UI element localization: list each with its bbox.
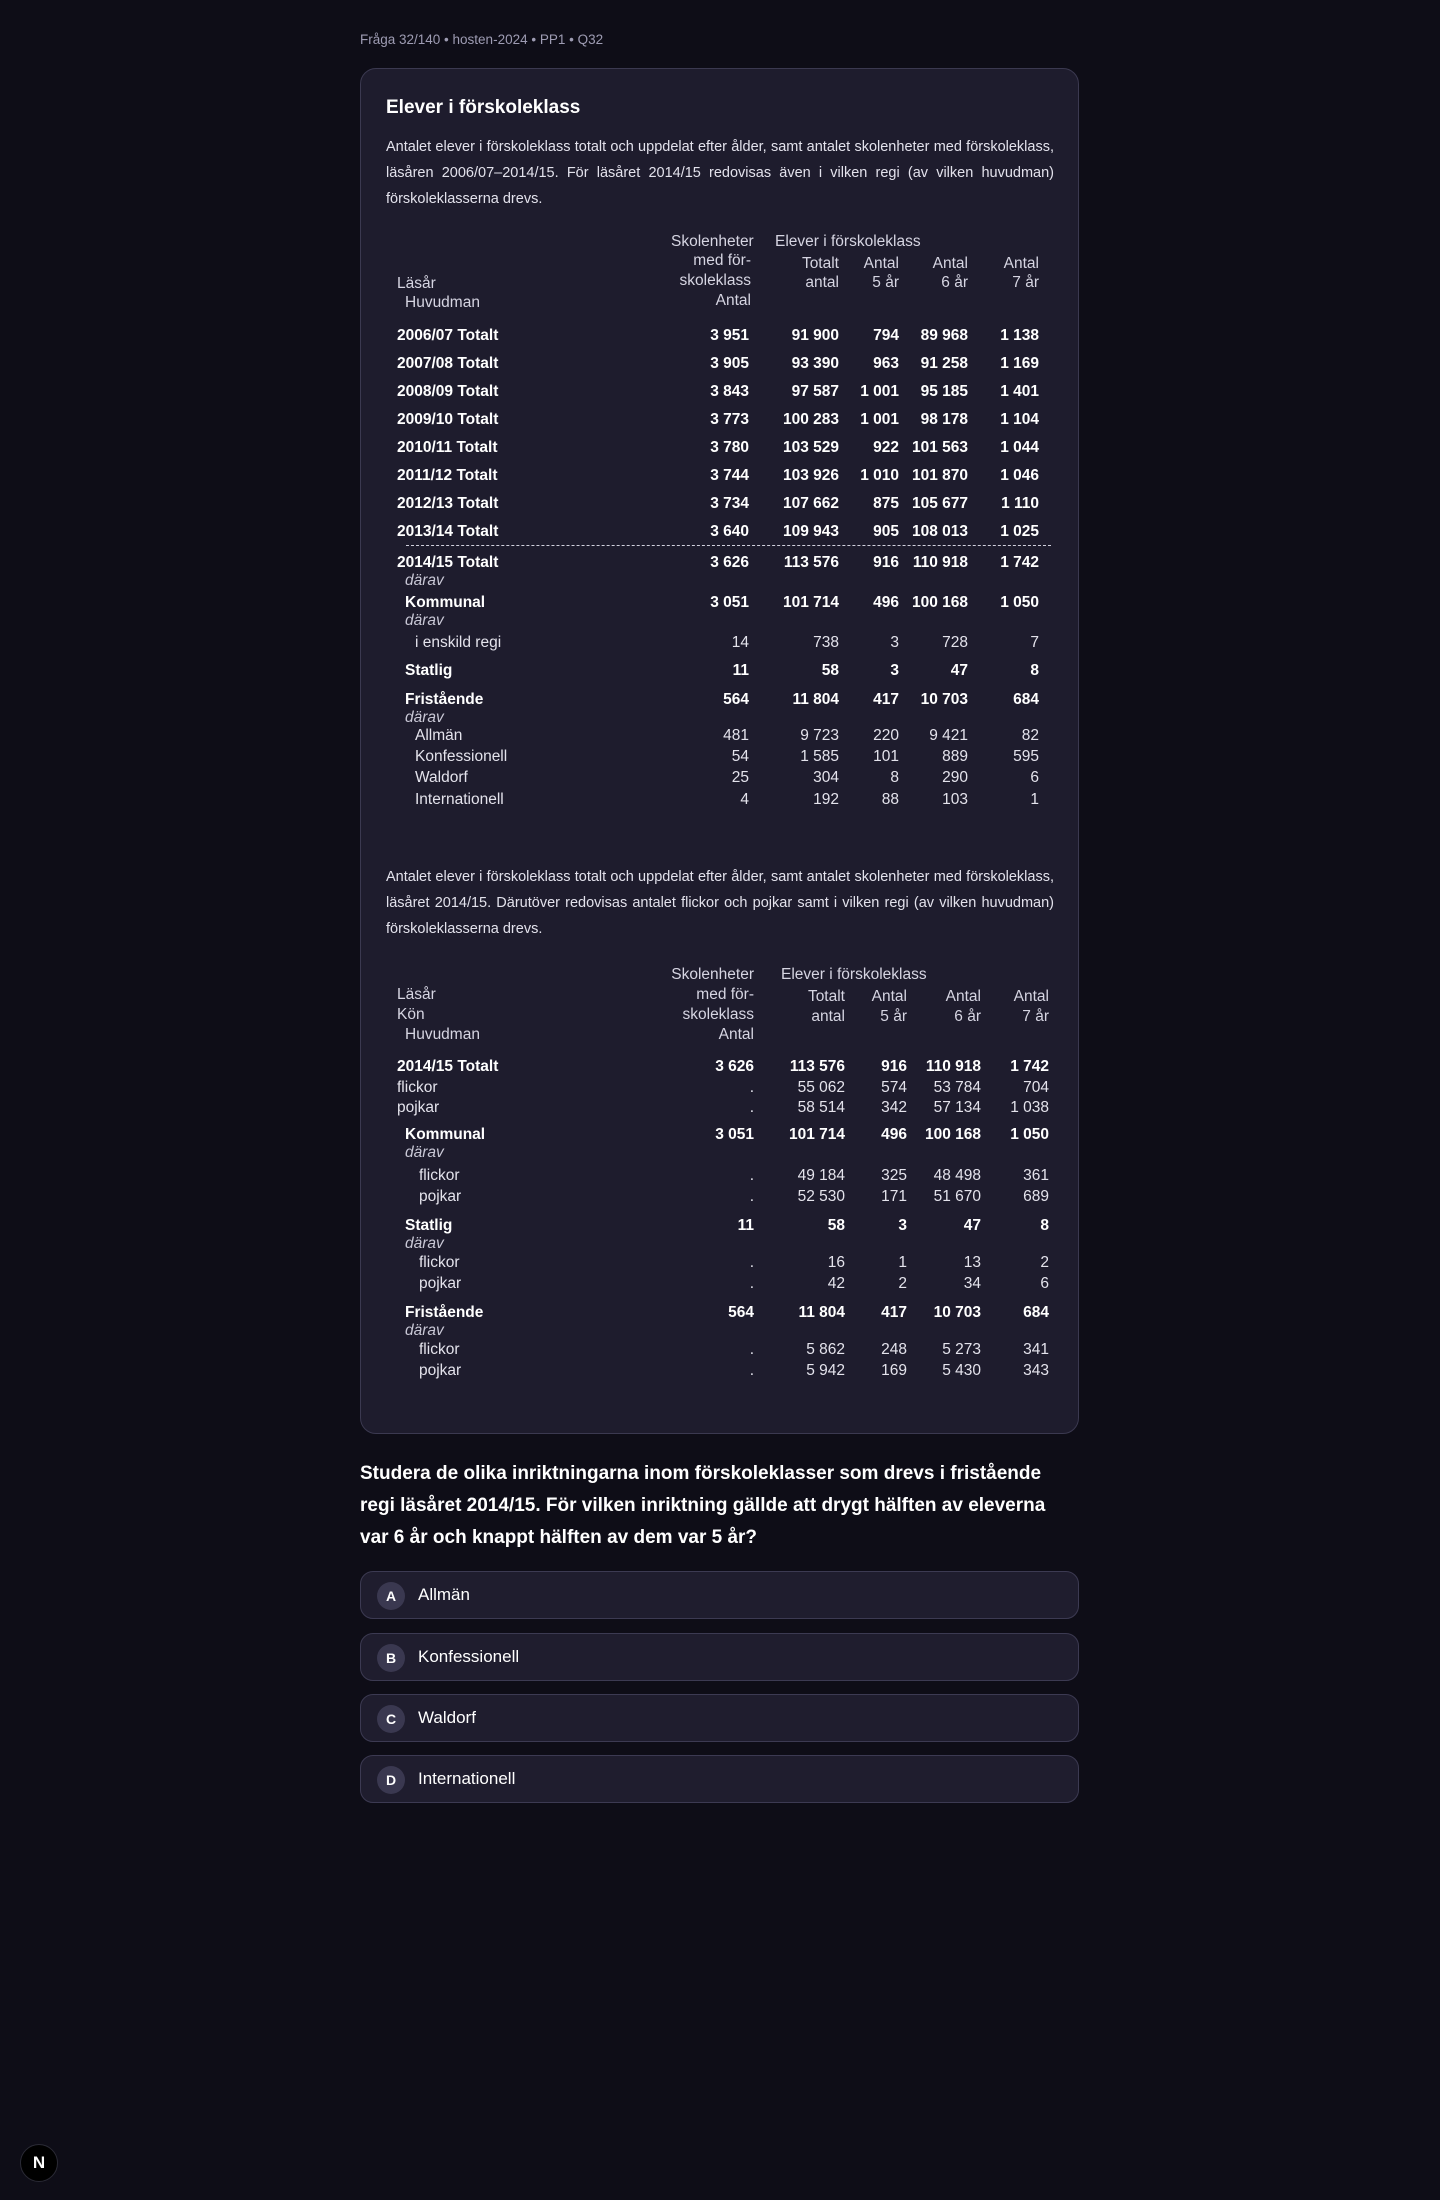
table-cell: 100 168	[924, 1126, 981, 1143]
table-cell: 55 062	[797, 1079, 845, 1096]
table-cell: 290	[942, 769, 968, 786]
row-subheading: därav	[405, 1322, 444, 1339]
table-cell: 3 734	[710, 495, 749, 512]
table-cell: 14	[731, 634, 749, 651]
t2-head-skol3: skoleklass	[682, 1006, 754, 1023]
table-cell: 192	[813, 791, 839, 808]
t1-head-elever: Elever i förskoleklass	[775, 233, 921, 250]
t2-head-a5-1: Antal	[871, 988, 907, 1005]
table-cell: 417	[881, 1304, 907, 1321]
t1-head-huvudman: Huvudman	[405, 294, 480, 311]
table-cell: 689	[1023, 1188, 1049, 1205]
table-cell: 361	[1023, 1167, 1049, 1184]
table2	[361, 69, 1078, 1433]
t2-head-a7-2: 7 år	[1022, 1008, 1049, 1025]
row-subheading: därav	[405, 1144, 444, 1161]
table-cell: 101 714	[782, 594, 839, 611]
table-cell: 9 723	[800, 727, 839, 744]
option-c[interactable]	[360, 1694, 1079, 1742]
table-cell: 3 905	[710, 355, 749, 372]
table-cell: 1 401	[1000, 383, 1039, 400]
table-cell: 103 926	[782, 467, 839, 484]
table-cell: 3	[890, 662, 899, 679]
table-cell: 91 900	[791, 327, 839, 344]
table-cell: .	[749, 1254, 754, 1271]
info-card	[360, 68, 1079, 1434]
table-cell: 481	[723, 727, 749, 744]
option-a[interactable]	[360, 1571, 1079, 1619]
row-subheading: därav	[405, 572, 444, 589]
row-label: Fristående	[405, 1304, 484, 1321]
table-cell: 5 430	[942, 1362, 981, 1379]
t1-head-tot2: antal	[805, 274, 839, 291]
table-cell: 88	[881, 791, 899, 808]
table-cell: 113 576	[783, 554, 839, 571]
t2-head-tot2: antal	[811, 1008, 845, 1025]
table-cell: 304	[813, 769, 839, 786]
row-subheading: därav	[405, 612, 444, 629]
table-cell: 9 421	[929, 727, 968, 744]
table-cell: 3 640	[710, 523, 749, 540]
table-cell: 49 184	[797, 1167, 845, 1184]
table-cell: 3 051	[710, 594, 749, 611]
table-cell: .	[749, 1362, 754, 1379]
row-label: 2008/09 Totalt	[397, 383, 499, 400]
table-cell: 10 703	[920, 691, 968, 708]
option-label: Waldorf	[418, 1708, 476, 1727]
table-cell: 171	[881, 1188, 907, 1205]
table-cell: 2	[898, 1275, 907, 1292]
row-label: i enskild regi	[415, 634, 502, 651]
t1-head-tot1: Totalt	[801, 255, 839, 272]
table-cell: 3	[890, 634, 899, 651]
t2-head-a5-2: 5 år	[880, 1008, 907, 1025]
card-title: Elever i förskoleklass	[386, 97, 581, 118]
breadcrumb: Fråga 32/140 • hosten-2024 • PP1 • Q32	[360, 32, 604, 47]
table-cell: 98 178	[920, 411, 968, 428]
table-cell: 25	[731, 769, 749, 786]
table-cell: 52 530	[797, 1188, 845, 1205]
table-cell: .	[749, 1099, 754, 1116]
table-cell: 97 587	[791, 383, 839, 400]
row-label: pojkar	[397, 1099, 440, 1116]
row-label: Fristående	[405, 691, 484, 708]
option-letter: D	[377, 1766, 405, 1794]
table-cell: 1 104	[1000, 411, 1039, 428]
t2-head-kon: Kön	[397, 1006, 425, 1023]
table-cell: 42	[827, 1275, 845, 1292]
t1-head-skol3: skoleklass	[679, 272, 751, 289]
row-label: pojkar	[419, 1362, 462, 1379]
table-cell: 3 780	[710, 439, 749, 456]
table-cell: .	[749, 1079, 754, 1096]
table-cell: 103 529	[782, 439, 839, 456]
t1-head-skol2: med för-	[693, 252, 751, 269]
table-cell: 417	[873, 691, 899, 708]
table-cell: 101	[873, 748, 899, 765]
table-cell: 6	[1030, 769, 1039, 786]
table-cell: 325	[881, 1167, 907, 1184]
option-label: Internationell	[418, 1769, 516, 1788]
table-cell: .	[749, 1167, 754, 1184]
t2-head-skol1: Skolenheter	[671, 966, 754, 983]
table-cell: 1 046	[1000, 467, 1039, 484]
row-label: Kommunal	[405, 1126, 486, 1143]
table-cell: 3 626	[715, 1058, 754, 1075]
table-cell: 1 025	[1000, 523, 1039, 540]
table-cell: .	[749, 1275, 754, 1292]
table-cell: 1 169	[1000, 355, 1039, 372]
table-cell: 11 804	[798, 1304, 845, 1321]
table-cell: 110 918	[925, 1058, 981, 1075]
table-cell: 3 951	[710, 327, 749, 344]
row-label: Internationell	[415, 791, 504, 808]
row-label: Konfessionell	[415, 748, 508, 765]
table-cell: 343	[1023, 1362, 1049, 1379]
table-cell: 1 138	[1000, 327, 1039, 344]
table-cell: 728	[942, 634, 968, 651]
table-cell: 1 110	[1001, 495, 1039, 512]
table-cell: 1 038	[1010, 1099, 1049, 1116]
table-cell: 57 134	[933, 1099, 981, 1116]
table-cell: 1 050	[1010, 1126, 1049, 1143]
table-cell: 82	[1021, 727, 1039, 744]
table-cell: 11	[732, 662, 749, 679]
t2-head-tot1: Totalt	[807, 988, 845, 1005]
table-cell: 51 670	[933, 1188, 981, 1205]
row-label: 2014/15 Totalt	[397, 1058, 499, 1075]
table-cell: 58	[821, 662, 839, 679]
row-label: Statlig	[405, 662, 453, 679]
table-cell: 1 001	[860, 411, 899, 428]
table-cell: 93 390	[791, 355, 839, 372]
table-cell: 496	[881, 1126, 907, 1143]
row-label: Allmän	[415, 727, 463, 744]
t1-head-a5-1: Antal	[863, 255, 899, 272]
option-d[interactable]	[360, 1755, 1079, 1803]
option-label: Konfessionell	[418, 1647, 520, 1666]
table-cell: 108 013	[911, 523, 968, 540]
table-cell: 48 498	[933, 1167, 981, 1184]
table-cell: 7	[1030, 634, 1039, 651]
table-cell: 8	[1040, 1217, 1049, 1234]
row-label: 2006/07 Totalt	[397, 327, 499, 344]
table-cell: 684	[1013, 691, 1039, 708]
table-cell: 13	[963, 1254, 981, 1271]
table-cell: 963	[873, 355, 899, 372]
table-cell: 922	[873, 439, 899, 456]
t2-head-a6-2: 6 år	[954, 1008, 981, 1025]
table-cell: .	[749, 1341, 754, 1358]
table-cell: 101 714	[788, 1126, 845, 1143]
t2-head-elever: Elever i förskoleklass	[781, 966, 927, 983]
table-cell: 3 773	[710, 411, 749, 428]
table-cell: 89 968	[920, 327, 968, 344]
table-cell: 100 168	[911, 594, 968, 611]
table-cell: 1 010	[860, 467, 899, 484]
table-cell: 95 185	[920, 383, 968, 400]
row-label: 2009/10 Totalt	[397, 411, 499, 428]
table-cell: 109 943	[782, 523, 839, 540]
table-cell: 10 703	[933, 1304, 981, 1321]
table-cell: 11 804	[792, 691, 839, 708]
table-cell: 1 742	[1010, 1058, 1049, 1075]
table-cell: 5 942	[806, 1362, 845, 1379]
t1-head-a6-1: Antal	[932, 255, 968, 272]
table-cell: 1 585	[800, 748, 839, 765]
table-cell: 704	[1023, 1079, 1049, 1096]
table-cell: 220	[873, 727, 899, 744]
table-cell: 53 784	[933, 1079, 981, 1096]
t1-head-lasar: Läsår	[397, 275, 436, 292]
table-cell: 3	[898, 1217, 907, 1234]
table-cell: 916	[881, 1058, 907, 1075]
table-cell: 8	[890, 769, 899, 786]
row-label: Waldorf	[415, 769, 468, 786]
option-label: Allmän	[418, 1585, 470, 1604]
table-cell: 47	[963, 1217, 981, 1234]
table-cell: 342	[881, 1099, 907, 1116]
t2-head-a6-1: Antal	[945, 988, 981, 1005]
table-cell: 6	[1040, 1275, 1049, 1292]
option-letter: A	[377, 1582, 405, 1610]
table-cell: 34	[963, 1275, 981, 1292]
t1-head-skol1: Skolenheter	[671, 233, 754, 250]
table-cell: 100 283	[782, 411, 839, 428]
table-cell: 8	[1030, 662, 1039, 679]
nextjs-logo-icon[interactable]: N	[20, 2144, 58, 2182]
table-cell: 11	[737, 1217, 754, 1234]
table-cell: 341	[1023, 1341, 1049, 1358]
t2-head-huvudman: Huvudman	[405, 1026, 480, 1043]
row-subheading: därav	[405, 709, 444, 726]
t2-head-lasar: Läsår	[397, 986, 436, 1003]
table-cell: 916	[873, 554, 899, 571]
row-label: flickor	[419, 1167, 460, 1184]
table-cell: 3 744	[710, 467, 749, 484]
table-cell: 103	[942, 791, 968, 808]
table-cell: 5 273	[942, 1341, 981, 1358]
t1-head-skol4: Antal	[715, 292, 751, 309]
row-label: 2010/11 Totalt	[397, 439, 498, 456]
t1-head-a5-2: 5 år	[872, 274, 899, 291]
table-cell: 58	[827, 1217, 845, 1234]
row-subheading: därav	[405, 1235, 444, 1252]
table-cell: 5 862	[806, 1341, 845, 1358]
table-cell: 3 843	[710, 383, 749, 400]
t2-head-skol2: med för-	[696, 986, 754, 1003]
table-cell: 16	[827, 1254, 845, 1271]
table-cell: 1 001	[860, 383, 899, 400]
t2-head-skol4: Antal	[718, 1026, 754, 1043]
table-cell: 47	[950, 662, 968, 679]
table-cell: 794	[873, 327, 899, 344]
table-cell: 110 918	[912, 554, 968, 571]
row-label: 2014/15 Totalt	[397, 554, 499, 571]
table-cell: 1 742	[1000, 554, 1039, 571]
t1-head-a6-2: 6 år	[941, 274, 968, 291]
table-cell: 101 870	[911, 467, 968, 484]
option-b[interactable]	[360, 1633, 1079, 1681]
table-cell: 107 662	[782, 495, 839, 512]
t1-head-a7-2: 7 år	[1012, 274, 1039, 291]
table-cell: 496	[873, 594, 899, 611]
table-cell: 738	[813, 634, 839, 651]
table-cell: 684	[1023, 1304, 1049, 1321]
table-cell: 113 576	[789, 1058, 845, 1075]
option-letter: B	[377, 1644, 405, 1672]
row-label: pojkar	[419, 1188, 462, 1205]
row-label: 2007/08 Totalt	[397, 355, 499, 372]
t2-head-a7-1: Antal	[1013, 988, 1049, 1005]
table2-description: Antalet elever i förskoleklass totalt och uppdelat efter ålder, samt antalet skolenheter med förskoleklass, läsåret 2014/15. Därutöver redovisas antalet flickor och pojkar samt i vilken regi (av vilken huvudman) förskoleklasserna drevs.	[386, 869, 1054, 937]
table-cell: 564	[723, 691, 749, 708]
row-label: Statlig	[405, 1217, 453, 1234]
table-cell: 101 563	[911, 439, 968, 456]
table-cell: 2	[1040, 1254, 1049, 1271]
row-label: flickor	[419, 1341, 460, 1358]
row-label: 2011/12 Totalt	[397, 467, 498, 484]
table-cell: 564	[728, 1304, 754, 1321]
row-label: 2012/13 Totalt	[397, 495, 499, 512]
table-cell: 1	[1030, 791, 1039, 808]
table-cell: 905	[873, 523, 899, 540]
row-label: Kommunal	[405, 594, 486, 611]
question-text: Studera de olika inriktningarna inom förskoleklasser som drevs i fristående regi läsåret 2014/15. För vilken inriktning gällde att drygt hälften av eleverna var 6 år och knappt hälften av dem var 5 år?	[360, 1463, 1046, 1548]
table1-description: Antalet elever i förskoleklass totalt och uppdelat efter ålder, samt antalet skolenheter med förskoleklass, läsåren 2006/07–2014/15. För läsåret 2014/15 redovisas även i vilken regi (av vilken huvudman) förskoleklasserna drevs.	[386, 139, 1054, 207]
table-cell: 3 626	[710, 554, 749, 571]
table-cell: 1 050	[1000, 594, 1039, 611]
option-letter: C	[377, 1705, 405, 1733]
row-label: 2013/14 Totalt	[397, 523, 499, 540]
table-cell: 4	[740, 791, 749, 808]
table-cell: 875	[873, 495, 899, 512]
row-label: flickor	[419, 1254, 460, 1271]
table-cell: .	[749, 1188, 754, 1205]
table-cell: 1	[898, 1254, 907, 1271]
table-cell: 1 044	[1000, 439, 1039, 456]
table-cell: 91 258	[920, 355, 968, 372]
table-cell: 169	[881, 1362, 907, 1379]
row-label: pojkar	[419, 1275, 462, 1292]
t1-head-a7-1: Antal	[1003, 255, 1039, 272]
table-cell: 54	[731, 748, 749, 765]
row-label: flickor	[397, 1079, 438, 1096]
table-cell: 105 677	[911, 495, 968, 512]
table-cell: 889	[942, 748, 968, 765]
table-cell: 574	[881, 1079, 907, 1096]
table-cell: 595	[1013, 748, 1039, 765]
table-cell: 248	[881, 1341, 907, 1358]
table-cell: 58 514	[797, 1099, 845, 1116]
table-cell: 3 051	[715, 1126, 754, 1143]
